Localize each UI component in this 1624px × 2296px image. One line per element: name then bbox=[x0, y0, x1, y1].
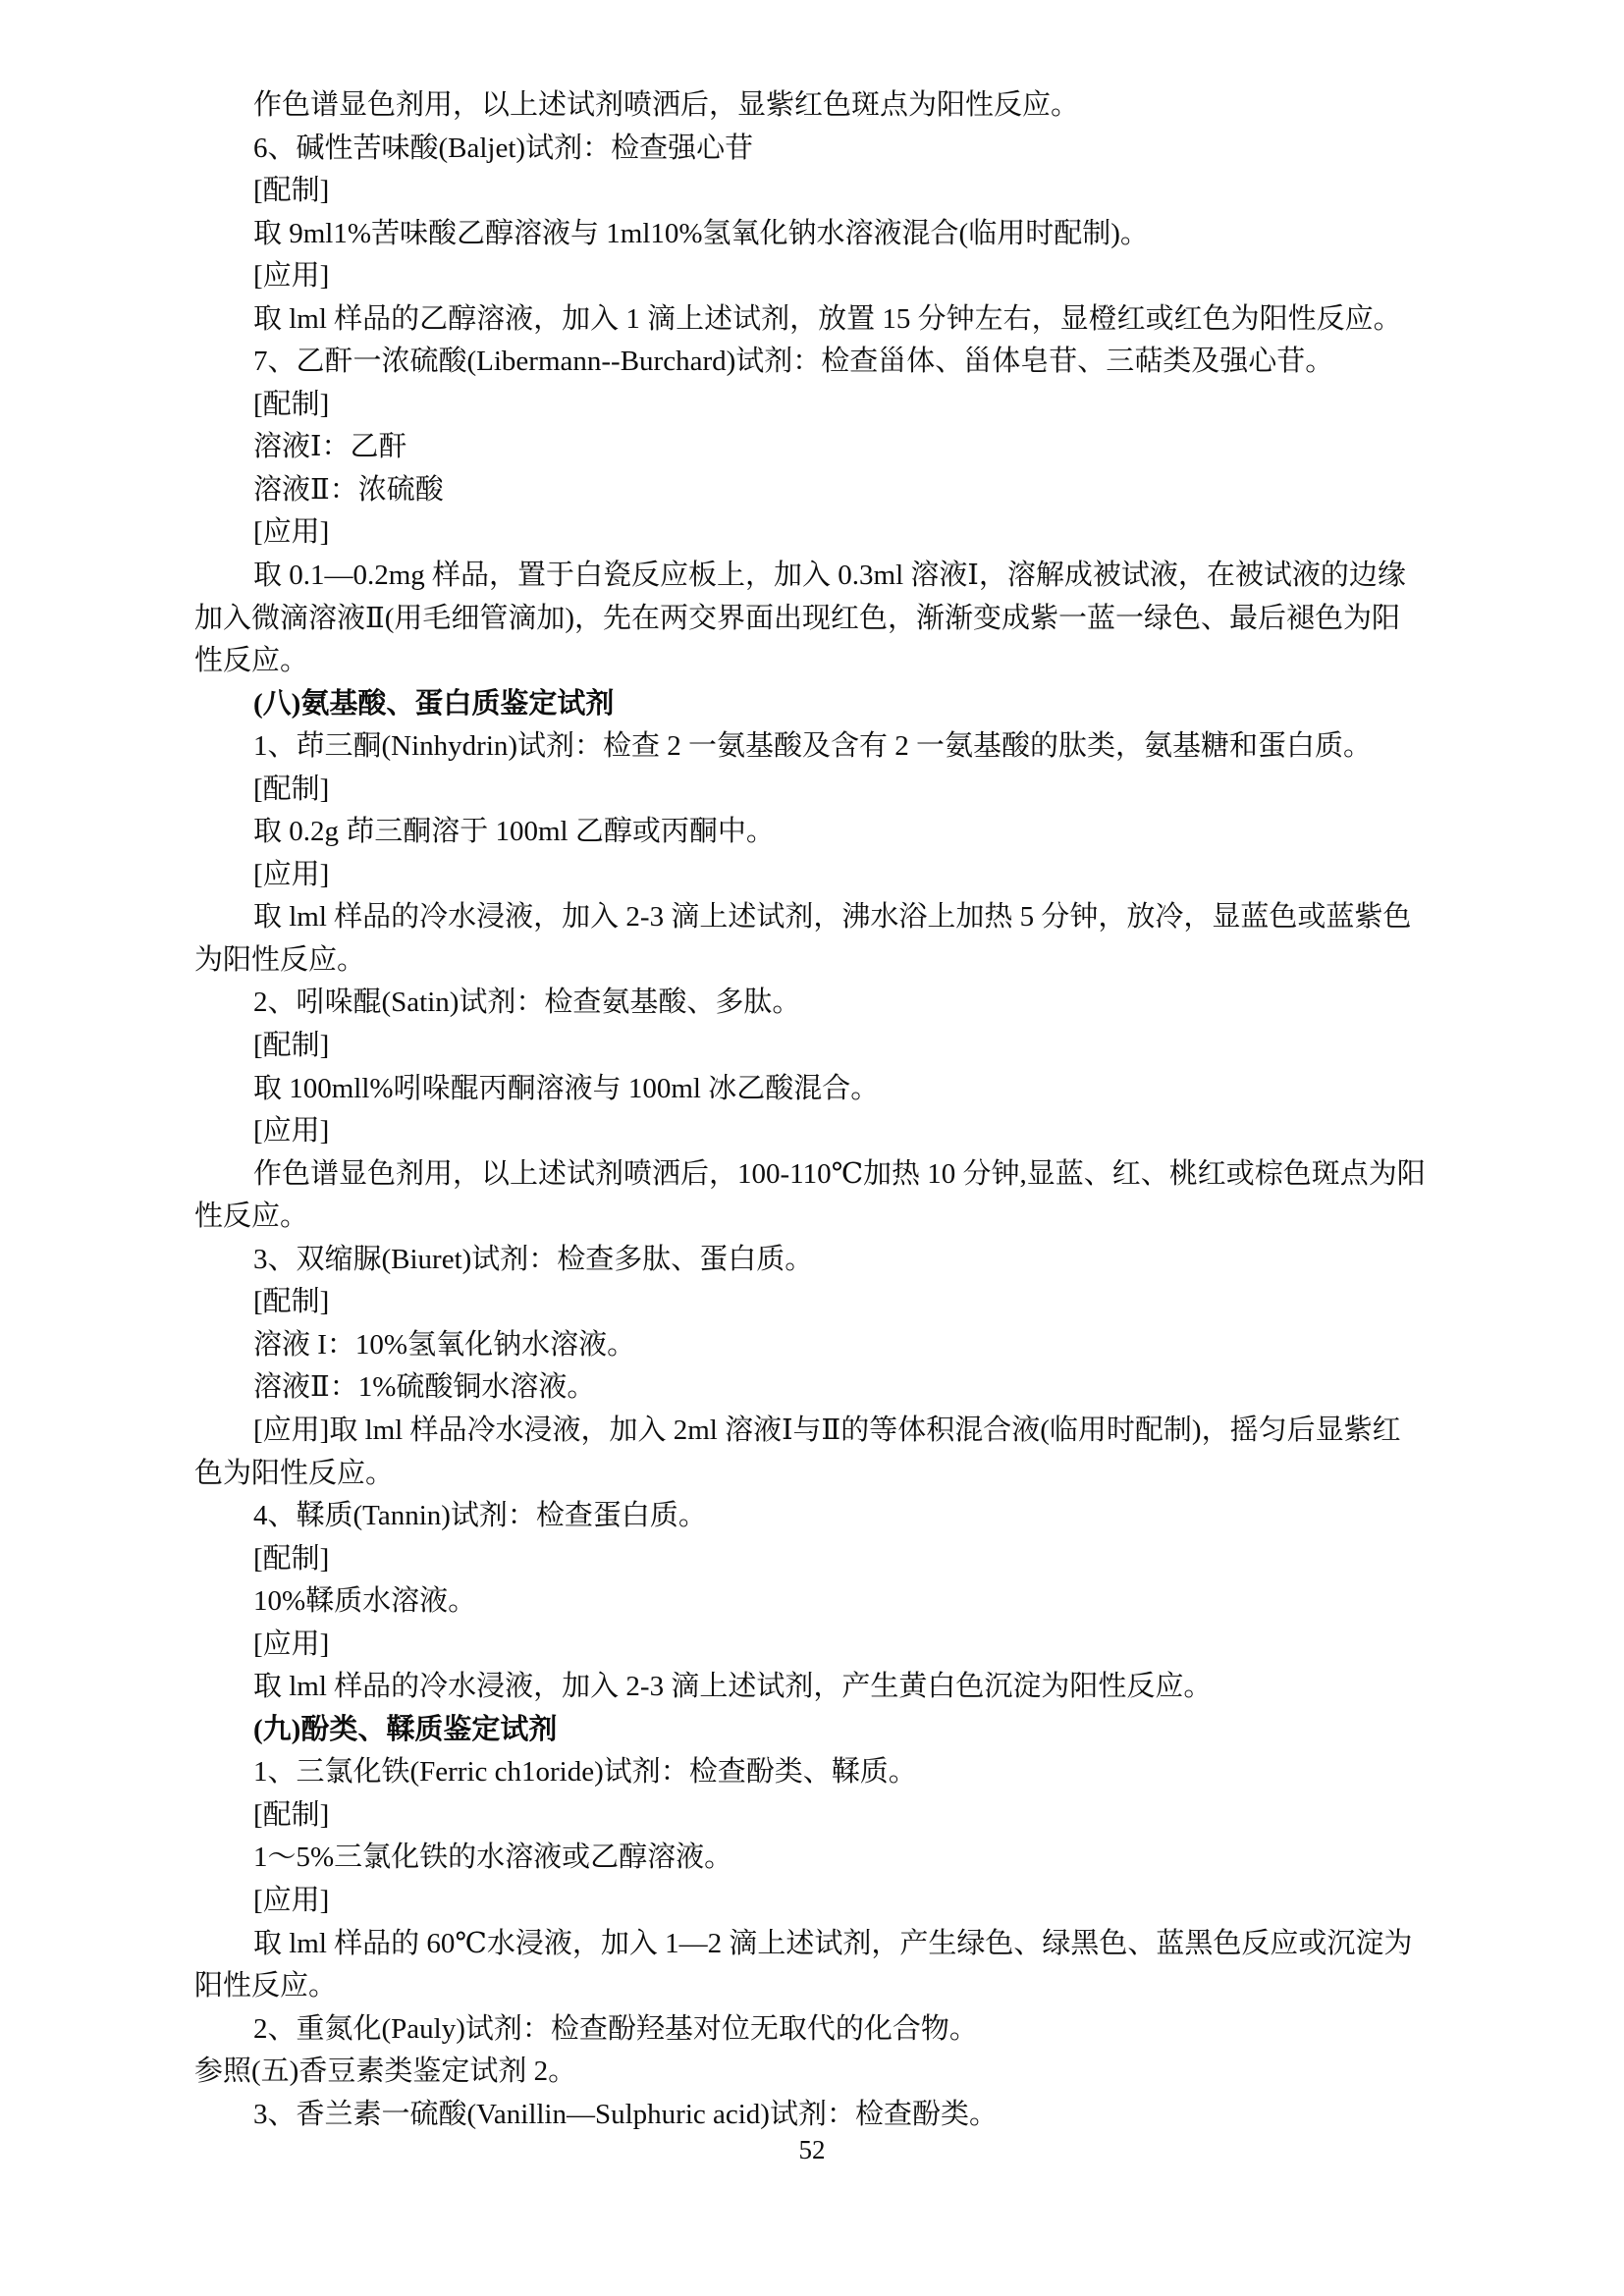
text-line: 取 lml 样品的冷水浸液，加入 2-3 滴上述试剂，沸水浴上加热 5 分钟，放冷，显蓝色或蓝紫色 bbox=[253, 901, 1412, 934]
text-line: 1、茚三酮(Ninhydrin)试剂：检查 2 一氨基酸及含有 2 一氨基酸的肽类，氨基糖和蛋白质。 bbox=[253, 730, 1373, 763]
text-line: 4、鞣质(Tannin)试剂：检查蛋白质。 bbox=[253, 1500, 707, 1532]
text-line: 参照(五)香豆素类鉴定试剂 2。 bbox=[194, 2056, 577, 2088]
text-line: [应用] bbox=[253, 858, 330, 890]
text-line: 7、乙酐一浓硫酸(Libermann--Burchard)试剂：检查甾体、甾体皂苷、三萜类及强心苷。 bbox=[253, 346, 1334, 378]
text-line: 阳性反应。 bbox=[194, 1970, 338, 2002]
text-line: 取 9ml1%苦味酸乙醇溶液与 1ml10%氢氧化钠水溶液混合(临用时配制)。 bbox=[253, 217, 1149, 249]
text-line: 加入微滴溶液Ⅱ(用毛细管滴加)，先在两交界面出现红色，渐渐变成紫一蓝一绿色、最后褪色为阳 bbox=[194, 602, 1401, 634]
text-line: 1、三氯化铁(Ferric ch1oride)试剂：检查酚类、鞣质。 bbox=[253, 1756, 917, 1789]
text-line: 取 lml 样品的 60℃水浸液，加入 1—2 滴上述试剂，产生绿色、绿黑色、蓝黑色反应或沉淀为 bbox=[253, 1927, 1413, 1959]
text-line: [配制] bbox=[253, 773, 330, 805]
text-line: 取 0.2g 茚三酮溶于 100ml 乙醇或丙酮中。 bbox=[253, 816, 775, 848]
document-content bbox=[194, 84, 1428, 2136]
text-line: 性反应。 bbox=[194, 645, 309, 677]
text-line: [配制] bbox=[253, 1798, 330, 1831]
text-line: 作色谱显色剂用，以上述试剂喷洒后，100-110℃加热 10 分钟,显蓝、红、桃红或棕色斑点为阳 bbox=[253, 1157, 1426, 1190]
text-line: [应用] bbox=[253, 1628, 330, 1660]
text-line: 3、双缩脲(Biuret)试剂：检查多肽、蛋白质。 bbox=[253, 1243, 814, 1275]
text-line: 溶液Ⅰ：乙酐 bbox=[253, 431, 407, 463]
text-line: 2、吲哚醌(Satin)试剂：检查氨基酸、多肽。 bbox=[253, 987, 801, 1019]
text-line: [配制] bbox=[253, 1542, 330, 1575]
text-line: [配制] bbox=[253, 388, 330, 420]
text-line: 取 0.1—0.2mg 样品，置于白瓷反应板上，加入 0.3ml 溶液Ⅰ，溶解成被试液，在被试液的边缘 bbox=[253, 560, 1406, 592]
section-heading: (九)酚类、鞣质鉴定试剂 bbox=[253, 1713, 558, 1745]
text-line: 取 lml 样品的冷水浸液，加入 2-3 滴上述试剂，产生黄白色沉淀为阳性反应。 bbox=[253, 1671, 1213, 1703]
text-line: 1～5%三氯化铁的水溶液或乙醇溶液。 bbox=[253, 1842, 733, 1874]
text-line: [应用]取 lml 样品冷水浸液，加入 2ml 溶液Ⅰ与Ⅱ的等体积混合液(临用时配制)，摇匀后显紫红 bbox=[253, 1414, 1401, 1446]
text-line: 溶液 I：10%氢氧化钠水溶液。 bbox=[253, 1328, 636, 1361]
text-line: 作色谱显色剂用，以上述试剂喷洒后，显紫红色斑点为阳性反应。 bbox=[253, 89, 1080, 121]
text-line: 6、碱性苦味酸(Baljet)试剂：检查强心苷 bbox=[253, 132, 754, 164]
text-line: [配制] bbox=[253, 1030, 330, 1062]
text-line: 为阳性反应。 bbox=[194, 943, 366, 976]
page-number: 52 bbox=[798, 2135, 826, 2164]
text-line: 取 lml 样品的乙醇溶液，加入 1 滴上述试剂，放置 15 分钟左右，显橙红或红色为阳性反应。 bbox=[253, 302, 1402, 335]
section-heading: (八)氨基酸、蛋白质鉴定试剂 bbox=[253, 687, 615, 720]
text-line: [应用] bbox=[253, 1115, 330, 1148]
text-line: 取 100mll%吲哚醌丙酮溶液与 100ml 冰乙酸混合。 bbox=[253, 1072, 880, 1104]
text-line: 色为阳性反应。 bbox=[194, 1457, 395, 1489]
text-line: 性反应。 bbox=[194, 1201, 309, 1233]
text-line: 3、香兰素一硫酸(Vanillin—Sulphuric acid)试剂：检查酚类。 bbox=[253, 2098, 998, 2130]
text-line: [应用] bbox=[253, 1884, 330, 1916]
text-line: [配制] bbox=[253, 175, 330, 207]
text-line: [应用] bbox=[253, 516, 330, 549]
text-line: 10%鞣质水溶液。 bbox=[253, 1585, 477, 1618]
text-line: [配制] bbox=[253, 1286, 330, 1318]
text-line: 2、重氮化(Pauly)试剂：检查酚羟基对位无取代的化合物。 bbox=[253, 2012, 978, 2045]
text-line: 溶液Ⅱ：浓硫酸 bbox=[253, 473, 444, 506]
text-line: [应用] bbox=[253, 260, 330, 293]
text-line: 溶液Ⅱ：1%硫酸铜水溶液。 bbox=[253, 1371, 596, 1404]
